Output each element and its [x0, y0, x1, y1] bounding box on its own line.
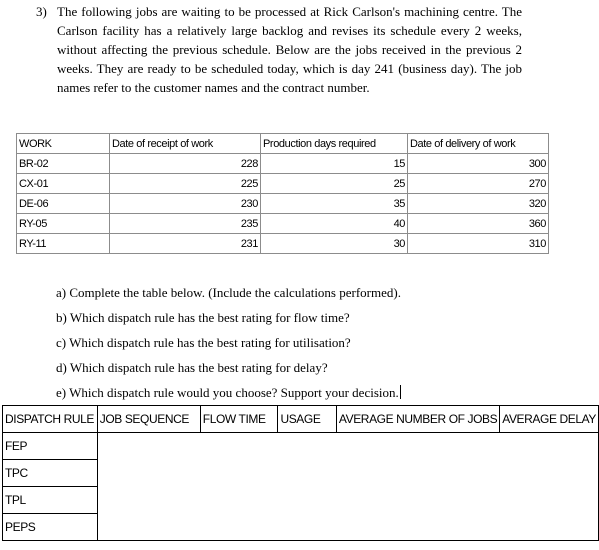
jobs-header-work: WORK [17, 134, 110, 154]
dispatch-rule-cell[interactable]: TPL [3, 487, 98, 514]
dispatch-answer-cell[interactable] [97, 460, 598, 487]
problem-number: 3) [36, 4, 47, 19]
dispatch-answer-cell[interactable] [97, 514, 598, 541]
dispatch-rule-cell[interactable]: PEPS [3, 514, 98, 541]
job-work-cell[interactable]: CX-01 [17, 174, 110, 194]
dispatch-rule-cell[interactable]: FEP [3, 433, 98, 460]
job-delivery-cell[interactable]: 360 [408, 214, 549, 234]
jobs-table [16, 133, 549, 254]
job-days-cell[interactable]: 30 [261, 234, 408, 254]
dispatch-answer-cell[interactable] [97, 433, 598, 460]
jobs-header-days: Production days required [261, 134, 408, 154]
job-days-cell[interactable]: 40 [261, 214, 408, 234]
dispatch-header-avg-delay: AVERAGE DELAY [500, 406, 599, 433]
table-row [17, 174, 549, 194]
jobs-table-header-row [17, 134, 549, 154]
dispatch-table-header-row [3, 406, 599, 433]
table-row [17, 154, 549, 174]
job-work-cell[interactable]: DE-06 [17, 194, 110, 214]
table-row [17, 194, 549, 214]
job-days-cell[interactable]: 25 [261, 174, 408, 194]
job-work-cell[interactable]: RY-05 [17, 214, 110, 234]
job-work-cell[interactable]: BR-02 [17, 154, 110, 174]
job-receipt-cell[interactable]: 225 [110, 174, 261, 194]
table-row [3, 487, 599, 514]
table-row [17, 214, 549, 234]
question-e: e) Which dispatch rule would you choose? Support your decision. [56, 385, 399, 400]
question-c: c) Which dispatch rule has the best rating for utilisation? [56, 335, 351, 350]
table-row [17, 234, 549, 254]
job-delivery-cell-selected[interactable]: 310 [408, 234, 549, 254]
job-work-cell[interactable]: RY-11 [17, 234, 110, 254]
dispatch-table [2, 405, 599, 541]
dispatch-answer-cell[interactable] [97, 487, 598, 514]
table-row [3, 460, 599, 487]
job-days-cell[interactable]: 35 [261, 194, 408, 214]
job-delivery-cell[interactable]: 270 [408, 174, 549, 194]
job-delivery-cell[interactable]: 320 [408, 194, 549, 214]
job-days-cell[interactable]: 15 [261, 154, 408, 174]
question-d: d) Which dispatch rule has the best rating for delay? [56, 360, 328, 375]
job-receipt-cell[interactable]: 235 [110, 214, 261, 234]
job-receipt-cell[interactable]: 228 [110, 154, 261, 174]
jobs-header-delivery: Date of delivery of work [408, 134, 549, 154]
dispatch-header-flow-time: FLOW TIME [200, 406, 278, 433]
dispatch-header-usage: USAGE [278, 406, 336, 433]
problem-statement [36, 2, 522, 97]
table-row [3, 514, 599, 541]
question-e-line [56, 380, 401, 405]
question-a: a) Complete the table below. (Include the calculations performed). [56, 285, 401, 300]
table-row [3, 433, 599, 460]
dispatch-header-sequence: JOB SEQUENCE [97, 406, 200, 433]
dispatch-rule-cell[interactable]: TPC [3, 460, 98, 487]
dispatch-header-avg-jobs: AVERAGE NUMBER OF JOBS [336, 406, 499, 433]
questions-list [56, 280, 401, 405]
dispatch-header-rule: DISPATCH RULE [3, 406, 98, 433]
job-delivery-cell[interactable]: 300 [408, 154, 549, 174]
jobs-header-receipt: Date of receipt of work [110, 134, 261, 154]
job-receipt-cell[interactable]: 231 [110, 234, 261, 254]
problem-text: The following jobs are waiting to be processed at Rick Carlson's machining centre. The Carlson facility has a relatively large backlog and revises its schedule every 2 weeks, without affecting the previous schedule. Below are the jobs received in the previous 2 weeks. They are ready to be scheduled today, which is day 241 (business day). The job names refer to the customer names and the contract number. [57, 4, 522, 95]
text-cursor [400, 385, 401, 399]
job-receipt-cell[interactable]: 230 [110, 194, 261, 214]
question-b: b) Which dispatch rule has the best rating for flow time? [56, 310, 350, 325]
